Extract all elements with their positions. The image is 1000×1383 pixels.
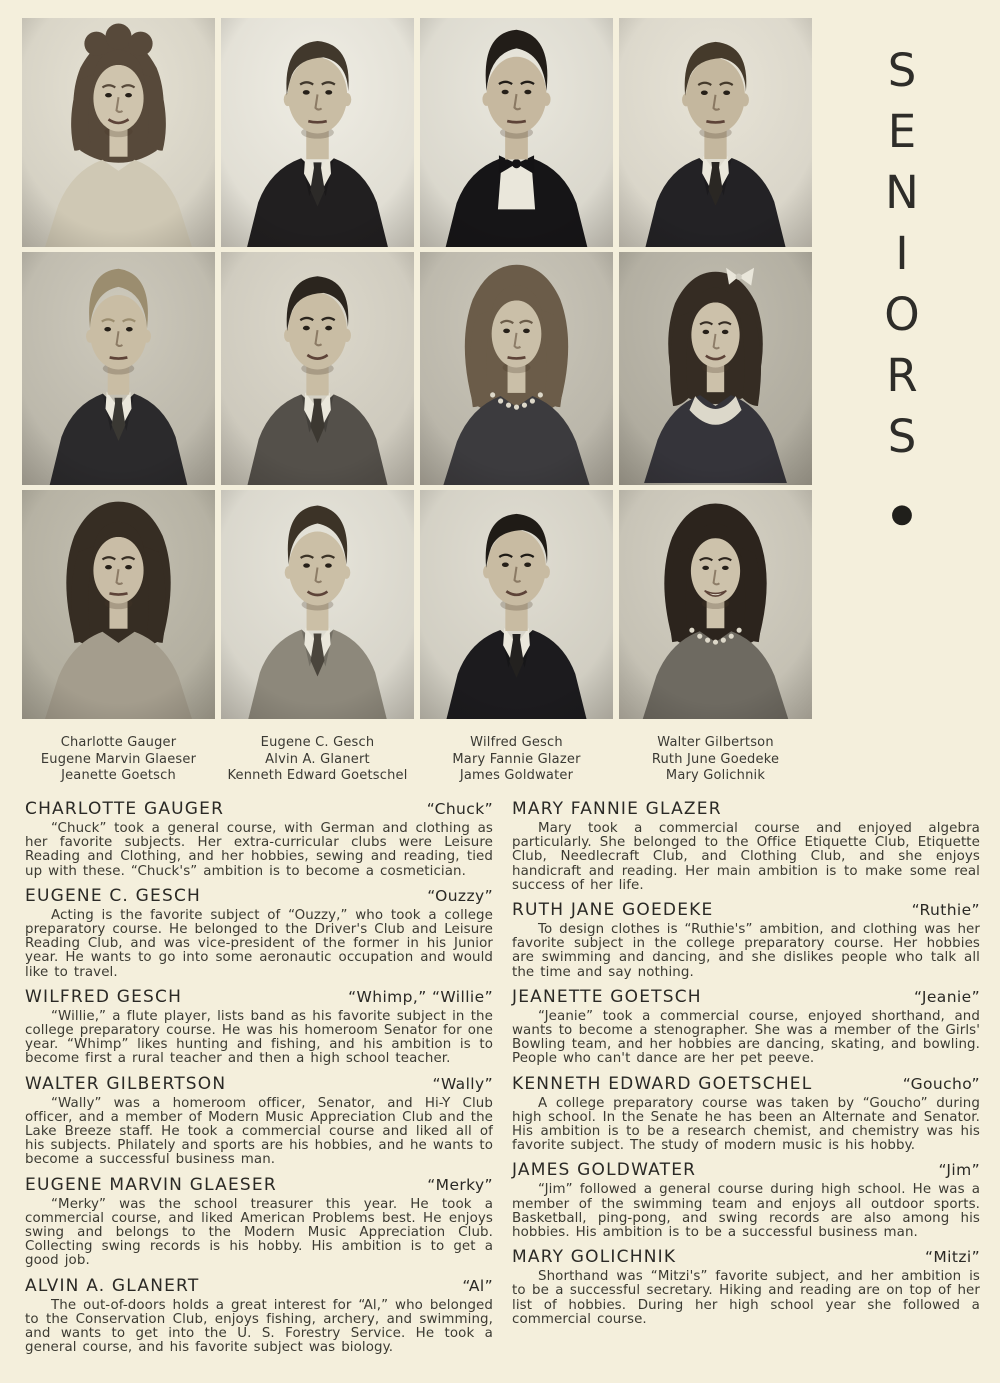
bio-column-left: [25, 792, 493, 1361]
caption-column-4: [619, 735, 812, 785]
bio-text: A college preparatory course was taken by “Goucho” during high school. In the Senate he has been an Alternate and Senator. His ambition is to be a research chemist, and chemistry was his favorite subject. The study of modern music is his hobby.: [512, 1095, 980, 1154]
portrait-illustration: [221, 490, 414, 719]
bio-james-goldwater: [512, 1160, 980, 1240]
photo-alvin-a-glanert: [221, 252, 414, 485]
bio-kenneth-edward-goetschel: [512, 1074, 980, 1154]
bio-header: [512, 799, 980, 819]
bio-nickname: “Mitzi”: [924, 1248, 980, 1267]
bio-name: RUTH JANE GOEDEKE: [512, 900, 714, 921]
bio-ruth-jane-goedeke: [512, 900, 980, 980]
bio-name: EUGENE MARVIN GLAESER: [25, 1174, 277, 1195]
bio-name: WILFRED GESCH: [25, 986, 183, 1007]
caption-column-1: [22, 735, 215, 785]
bio-name: ALVIN A. GLANERT: [25, 1275, 200, 1296]
caption-walter-gilbertson: Walter Gilbertson: [657, 735, 774, 750]
photo-jeanette-goetsch: [22, 490, 215, 719]
bio-mary-golichnik: [512, 1247, 980, 1327]
seniors-letter: S: [887, 44, 917, 97]
bio-text: Acting is the favorite subject of “Ouzzy,” who took a college preparatory course. He belonged to the Driver's Club and Leisure Reading Club, and was vice-president of the former in his Junior year. He wants to go into some aeronautic occupation and would like to travel.: [25, 907, 493, 980]
caption-james-goldwater: James Goldwater: [459, 768, 574, 783]
bio-text: “Chuck” took a general course, with German and clothing as her favorite subjects. Her extra-curricular clubs were Leisure Reading and Clothing, and her hobbies, sewing and reading, tied up with these. “Chuck's” ambition is to become a cosmetician.: [25, 821, 493, 879]
bio-header: [512, 900, 980, 920]
bio-header: [512, 1074, 980, 1094]
photo-ruth-june-goedeke: [619, 252, 812, 485]
caption-eugene-marvin-glaeser: Eugene Marvin Glaeser: [40, 751, 197, 767]
bio-jeanette-goetsch: [512, 987, 980, 1067]
photo-walter-gilbertson: [619, 18, 812, 247]
caption-eugene-c-gesch: Eugene C. Gesch: [260, 735, 375, 750]
bio-text: “Jim” followed a general course during high school. He was a member of the swimming team and enjoys all outdoor sports. Basketball, ping-pong, and swing records are also among his hobbies. His ambition is to be a successful business man.: [512, 1182, 980, 1241]
bio-text: “Wally” was a homeroom officer, Senator, and Hi-Y Club officer, and a member of Modern Music Appreciation Club and the Lake Breeze staff. He took a commercial course and liked all of his subjects. Philately and sports are his hobbies, and he wants to become a successful business man.: [25, 1095, 493, 1168]
bio-nickname: “Al”: [462, 1276, 493, 1295]
bio-text: “Jeanie” took a commercial course, enjoyed shorthand, and wants to become a stenographer. She was a member of the Girls' Bowling team, and her hobbies are dancing, skating, and bowling. People who can't dance are her pet peeve.: [512, 1008, 980, 1067]
bio-nickname: “Wally”: [432, 1074, 493, 1093]
portrait-illustration: [22, 490, 215, 719]
portrait-illustration: [420, 252, 613, 485]
bio-name: MARY FANNIE GLAZER: [512, 799, 722, 819]
bio-header: [512, 1160, 980, 1180]
seniors-letter: O: [884, 288, 920, 341]
bio-mary-fannie-glazer: [512, 799, 980, 893]
bio-name: JEANETTE GOETSCH: [512, 986, 702, 1007]
bio-column-right: [512, 792, 980, 1333]
photo-kenneth-edward-goetschel: [221, 490, 414, 719]
bio-eugene-marvin-glaeser: [25, 1175, 493, 1269]
bio-text: “Willie,” a flute player, lists band as his favorite subject in the college preparatory course. He was his homeroom Senator for one year. “Whimp” likes hunting and fishing, and his ambition is to become first a rural teacher and then a high school teacher.: [25, 1008, 493, 1067]
photo-mary-fannie-glazer: [420, 252, 613, 485]
bio-wilfred-gesch: [25, 987, 493, 1067]
caption-jeanette-goetsch: Jeanette Goetsch: [61, 768, 176, 783]
bio-nickname: “Ruthie”: [911, 901, 980, 920]
caption-ruth-june-goedeke: Ruth June Goedeke: [651, 751, 780, 767]
photo-eugene-c-gesch: [221, 18, 414, 247]
bio-name: KENNETH EDWARD GOETSCHEL: [512, 1073, 813, 1094]
seniors-letter: R: [886, 349, 918, 402]
seniors-letter: E: [887, 105, 917, 158]
bio-name: MARY GOLICHNIK: [512, 1247, 677, 1268]
bio-text: Mary took a commercial course and enjoyed algebra particularly. She belonged to the Office Etiquette Club, Etiquette Club, Needlecraft Club, and Clothing Club, and she enjoys handicraft and reading. Her main ambition is to make some real success of her life.: [512, 821, 980, 893]
caption-wilfred-gesch: Wilfred Gesch: [470, 735, 563, 750]
bio-header: [25, 987, 493, 1007]
bio-name: JAMES GOLDWATER: [512, 1160, 697, 1181]
bio-header: [25, 886, 493, 906]
bio-name: EUGENE C. GESCH: [25, 885, 201, 906]
seniors-letter: I: [895, 227, 909, 280]
caption-alvin-a-glanert: Alvin A. Glanert: [265, 751, 370, 767]
bio-header: [25, 799, 493, 819]
seniors-letter: N: [885, 166, 919, 219]
photo-mary-golichnik: [619, 490, 812, 719]
bio-text: The out-of-doors holds a great interest for “Al,” who belonged to the Conservation Club, enjoys fishing, archery, and swimming, and wants to get into the U. S. Forestry Service. He took a general course, and his favorite subject was biology.: [25, 1297, 493, 1356]
bio-text: Shorthand was “Mitzi's” favorite subject, and her ambition is to be a successful secretary. Hiking and reading are on top of her list of hobbies. During her high school year she followed a commercial course.: [512, 1269, 980, 1327]
bio-nickname: “Jim”: [938, 1161, 980, 1180]
portrait-illustration: [221, 18, 414, 247]
caption-mary-fannie-glazer: Mary Fannie Glazer: [452, 751, 581, 767]
seniors-bullet-icon: ●: [890, 499, 914, 529]
bio-header: [25, 1175, 493, 1195]
portrait-illustration: [619, 490, 812, 719]
photo-charlotte-gauger: [22, 18, 215, 247]
bio-alvin-a-glanert: [25, 1276, 493, 1356]
bio-header: [25, 1276, 493, 1296]
bio-eugene-c-gesch: [25, 886, 493, 980]
bio-header: [25, 1074, 493, 1094]
photo-james-goldwater: [420, 490, 613, 719]
portrait-illustration: [22, 252, 215, 485]
bio-nickname: “Jeanie”: [913, 987, 980, 1006]
caption-kenneth-edward-goetschel: Kenneth Edward Goetschel: [227, 768, 408, 783]
bio-charlotte-gauger: [25, 799, 493, 879]
seniors-vertical-title: [868, 40, 936, 527]
bio-nickname: “Ouzzy”: [427, 886, 493, 905]
portrait-illustration: [420, 490, 613, 719]
photo-grid: [22, 18, 812, 719]
photo-wilfred-gesch: [420, 18, 613, 247]
caption-charlotte-gauger: Charlotte Gauger: [60, 735, 177, 750]
portrait-illustration: [619, 252, 812, 485]
portrait-illustration: [619, 18, 812, 247]
bio-name: CHARLOTTE GAUGER: [25, 799, 225, 819]
portrait-illustration: [22, 18, 215, 247]
bio-nickname: “Whimp,” “Willie”: [348, 987, 493, 1006]
bio-nickname: “Goucho”: [902, 1074, 980, 1093]
seniors-letter: S: [887, 410, 917, 463]
bio-nickname: “Merky”: [427, 1175, 493, 1194]
portrait-illustration: [420, 18, 613, 247]
bio-text: “Merky” was the school treasurer this year. He took a commercial course, and liked American Problems best. He enjoys swing and belongs to the Modern Music Appreciation Club. Collecting swing records is his hobby. His ambition is to get a good job.: [25, 1196, 493, 1269]
caption-column-2: [221, 735, 414, 785]
bio-name: WALTER GILBERTSON: [25, 1073, 227, 1094]
caption-mary-golichnik: Mary Golichnik: [665, 768, 766, 783]
bio-text: To design clothes is “Ruthie's” ambition, and clothing was her favorite subject in the college preparatory course. Her hobbies are swimming and dancing, and she dislikes people who talk all the time and say nothing.: [512, 922, 980, 980]
bio-walter-gilbertson: [25, 1074, 493, 1168]
bio-nickname: “Chuck”: [426, 800, 493, 818]
bio-header: [512, 1247, 980, 1267]
portrait-illustration: [221, 252, 414, 485]
photo-eugene-marvin-glaeser: [22, 252, 215, 485]
caption-column-3: [420, 735, 613, 785]
bio-header: [512, 987, 980, 1007]
photo-captions: [22, 735, 812, 785]
